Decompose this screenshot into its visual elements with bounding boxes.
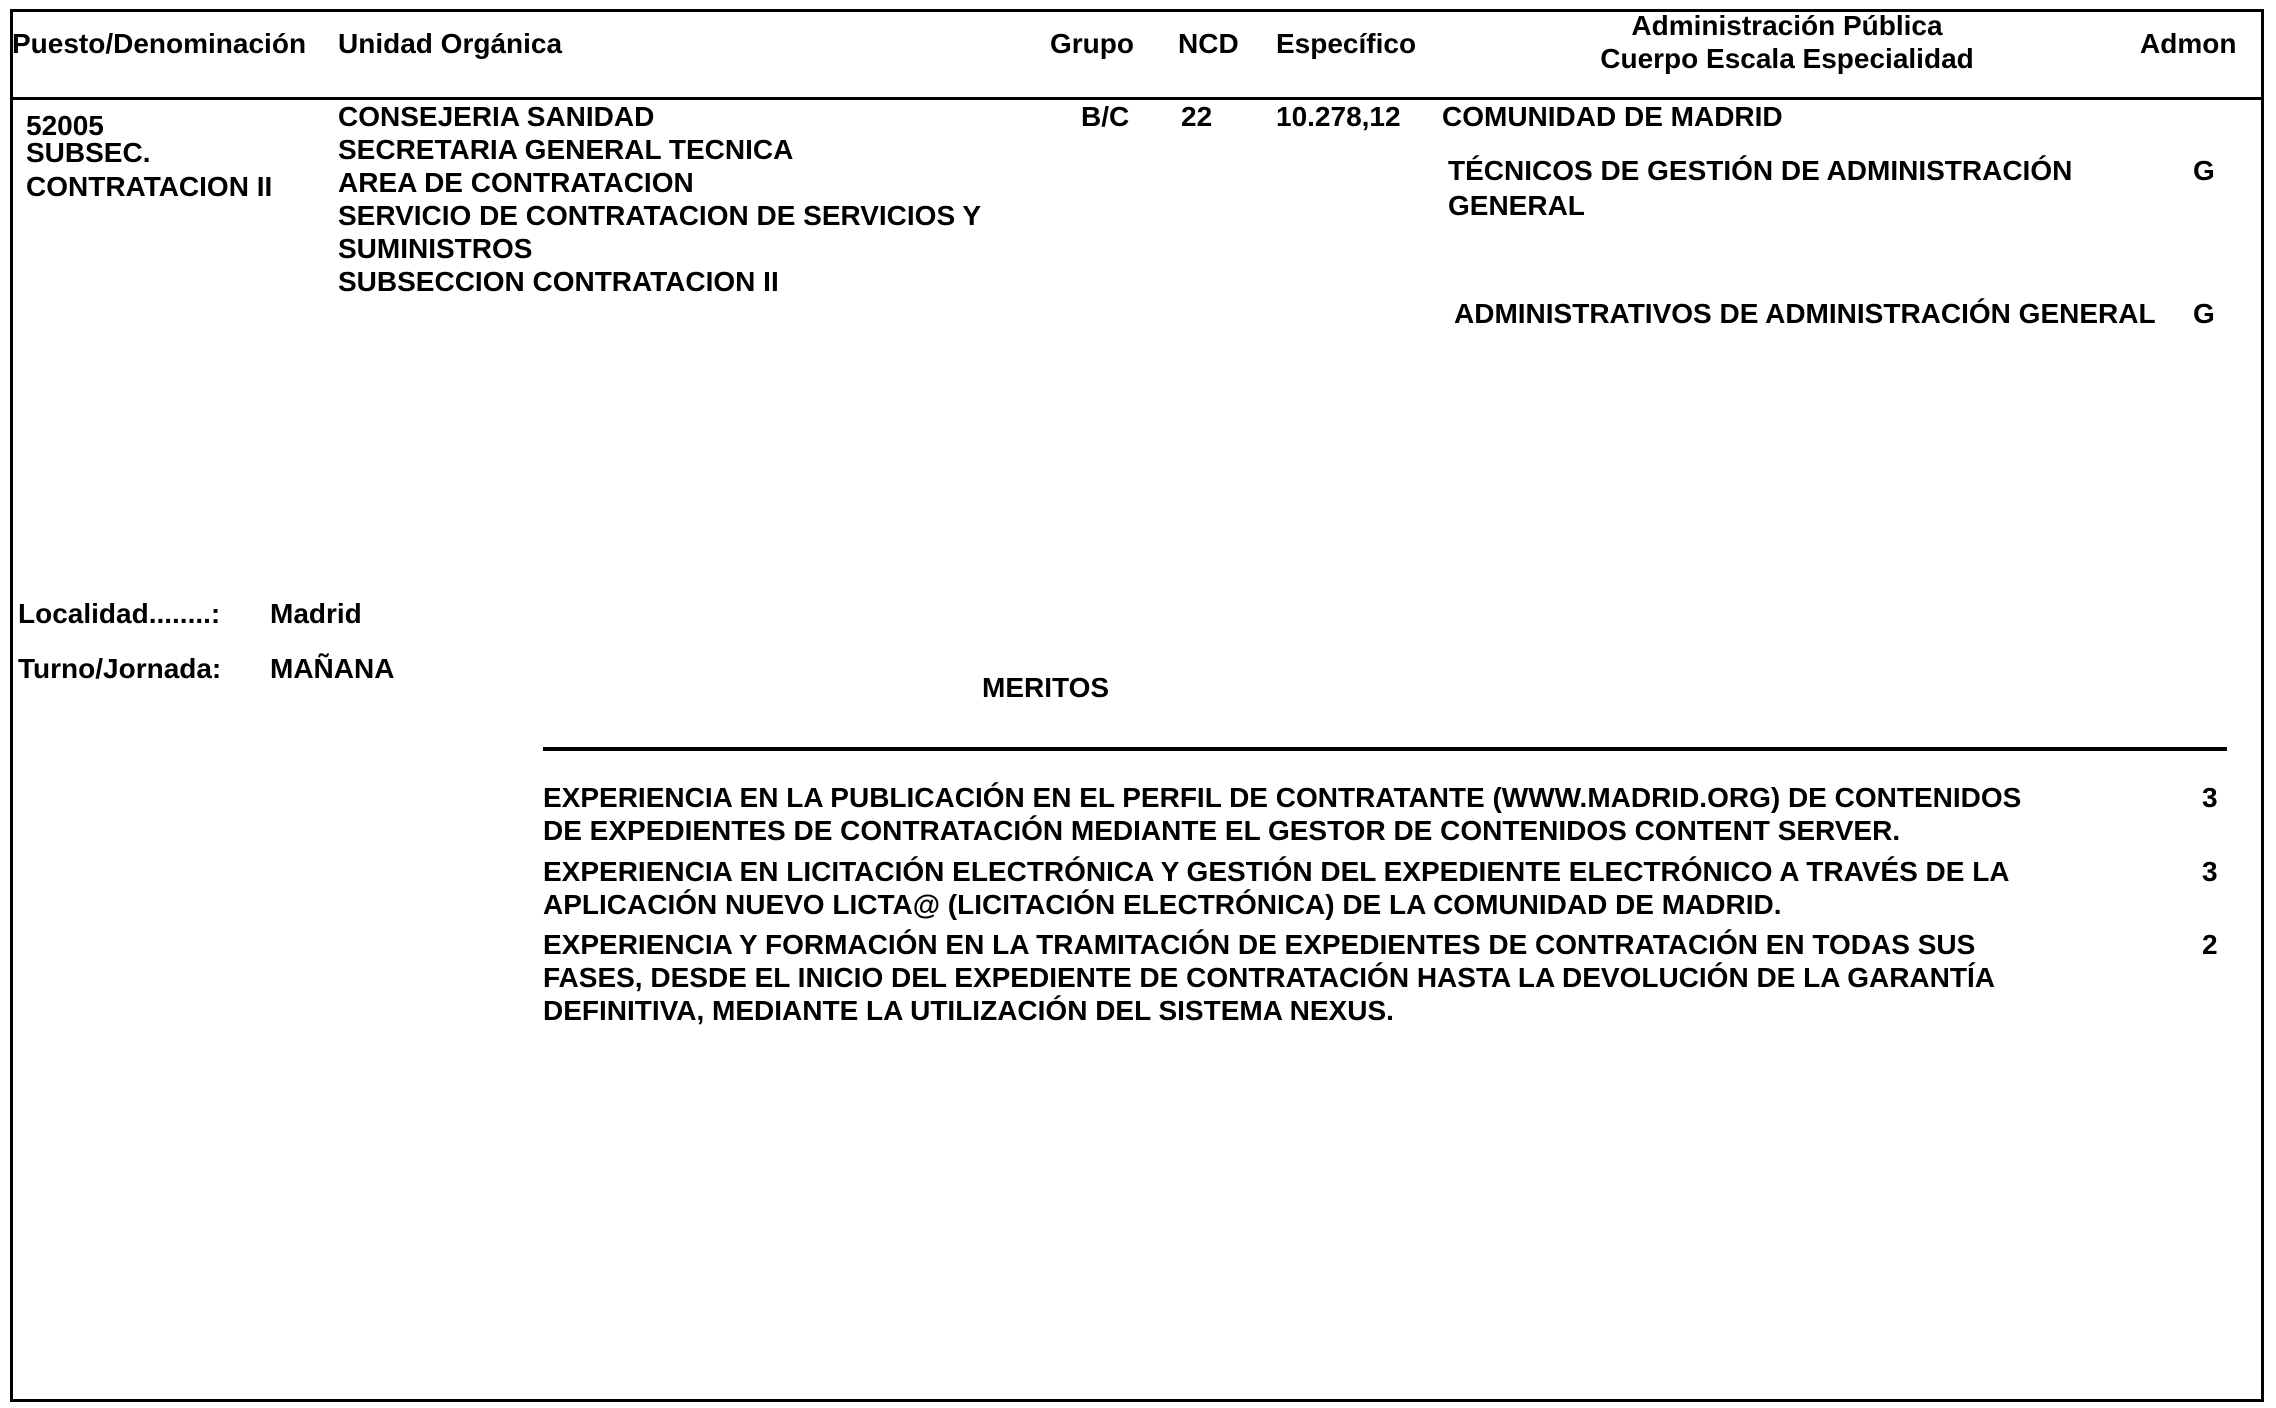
header-cuerpo-escala: Cuerpo Escala Especialidad [1600, 43, 1974, 74]
puesto-name-line2: CONTRATACION II [26, 171, 273, 202]
cuerpo-admon: G [2193, 298, 2215, 329]
localidad-value: Madrid [270, 598, 362, 629]
header-especifico: Específico [1276, 28, 1417, 59]
unidad-line: SUMINISTROS [338, 233, 533, 264]
header-ncd: NCD [1178, 28, 1239, 59]
unidad-line: CONSEJERIA SANIDAD [338, 101, 655, 132]
grupo-value: B/C [1081, 101, 1130, 132]
merito-line: EXPERIENCIA Y FORMACIÓN EN LA TRAMITACIÓN DE EXPEDIENTES DE CONTRATACIÓN EN TODAS SUS [543, 929, 1976, 960]
cuerpo-line: TÉCNICOS DE GESTIÓN DE ADMINISTRACIÓN [1448, 155, 2073, 186]
merito-points: 2 [2202, 929, 2218, 960]
cuerpo-line: ADMINISTRATIVOS DE ADMINISTRACIÓN GENERAL [1454, 298, 2156, 329]
header-admin-publica: Administración Pública [1631, 10, 1943, 41]
merito-line: DE EXPEDIENTES DE CONTRATACIÓN MEDIANTE EL GESTOR DE CONTENIDOS CONTENT SERVER. [543, 815, 1901, 846]
cuerpo-line: GENERAL [1448, 190, 1585, 221]
puesto-name-line1: SUBSEC. [26, 137, 151, 168]
merito-points: 3 [2202, 782, 2218, 813]
unidad-line: SERVICIO DE CONTRATACION DE SERVICIOS Y [338, 200, 982, 231]
header-grupo: Grupo [1050, 28, 1134, 59]
header-unidad: Unidad Orgánica [338, 28, 563, 59]
header-admon: Admon [2140, 28, 2237, 59]
header-puesto: Puesto/Denominación [12, 28, 307, 59]
unidad-line: SECRETARIA GENERAL TECNICA [338, 134, 794, 165]
administracion-value: COMUNIDAD DE MADRID [1442, 101, 1783, 132]
merito-line: FASES, DESDE EL INICIO DEL EXPEDIENTE DE CONTRATACIÓN HASTA LA DEVOLUCIÓN DE LA GARANTÍA [543, 962, 1995, 993]
turno-value: MAÑANA [270, 653, 395, 684]
merito-line: EXPERIENCIA EN LICITACIÓN ELECTRÓNICA Y GESTIÓN DEL EXPEDIENTE ELECTRÓNICO A TRAVÉS DE LA [543, 856, 2010, 887]
merito-line: DEFINITIVA, MEDIANTE LA UTILIZACIÓN DEL SISTEMA NEXUS. [543, 995, 1394, 1026]
merito-line: EXPERIENCIA EN LA PUBLICACIÓN EN EL PERFIL DE CONTRATANTE (WWW.MADRID.ORG) DE CONTENIDOS [543, 782, 2022, 813]
puesto-code: 52005 [26, 110, 104, 141]
cuerpo-admon: G [2193, 155, 2215, 186]
especifico-value: 10.278,12 [1276, 101, 1401, 132]
turno-label: Turno/Jornada: [18, 653, 222, 684]
unidad-line: AREA DE CONTRATACION [338, 167, 694, 198]
meritos-divider [543, 747, 2227, 751]
ncd-value: 22 [1181, 101, 1213, 132]
unidad-line: SUBSECCION CONTRATACION II [338, 266, 779, 297]
merito-line: APLICACIÓN NUEVO LICTA@ (LICITACIÓN ELECTRÓNICA) DE LA COMUNIDAD DE MADRID. [543, 889, 1782, 920]
localidad-label: Localidad........: [18, 598, 221, 629]
meritos-title: MERITOS [982, 672, 1110, 703]
merito-points: 3 [2202, 856, 2218, 887]
